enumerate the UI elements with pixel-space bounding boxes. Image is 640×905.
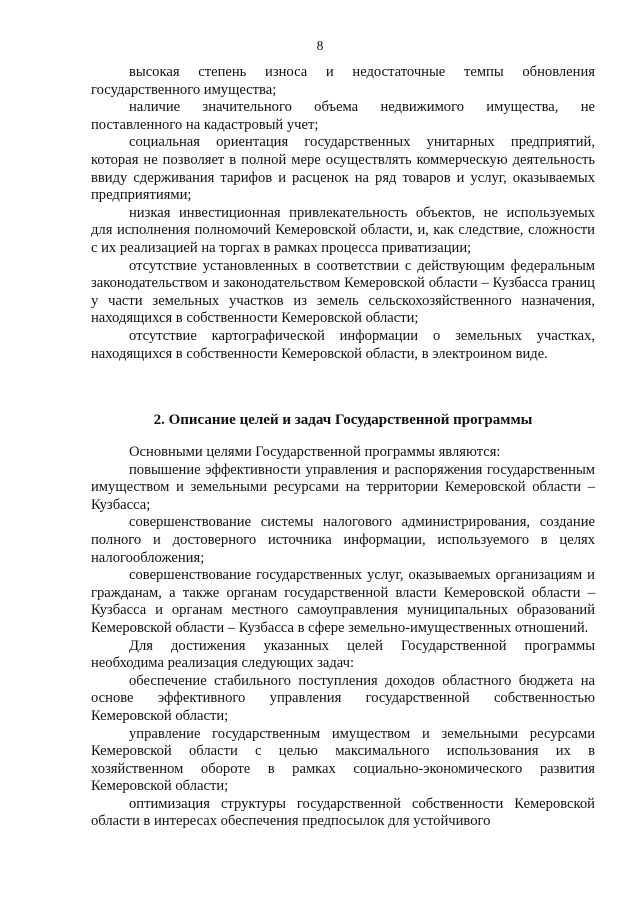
paragraph: управление государственным имуществом и земельными ресурсами Кемеровской области с целью максимального использования их в хозяйственном обороте в рамках социально-экономического развития Кемеровской области;	[91, 725, 595, 795]
page-number: 8	[316, 38, 324, 53]
paragraph: оптимизация структуры государственной собственности Кемеровской области в интересах обеспечения предпосылок для устойчивого	[91, 795, 595, 830]
paragraph: наличие значительного объема недвижимого имущества, не поставленного на кадастровый учет;	[91, 99, 595, 133]
paragraph: Основными целями Государственной программы являются:	[129, 444, 501, 460]
paragraph: социальная ориентация государственных унитарных предприятий, которая не позволяет в полной мере осуществлять коммерческую деятельность ввиду сдерживания тарифов и расценок на ряд товаров и услуг, оказываемых предприятиями;	[91, 134, 595, 204]
paragraph: совершенствование государственных услуг, оказываемых организациям и гражданам, а также органам государственной власти Кемеровской области – Кузбасса и органам местного самоуправления муниципальных образований Кемеровской области – Кузбасса в сфере земельно-имущественных отношений.	[91, 567, 595, 636]
paragraph: совершенствование системы налогового администрирования, создание полного и достоверного источника информации, используемого в целях налогообложения;	[91, 514, 595, 566]
paragraph: низкая инвестиционная привлекательность объектов, не используемых для исполнения полномочий Кемеровской области, и, как следствие, сложности с их реализацией на торгах в рамках процесса приватизации;	[91, 204, 595, 256]
paragraph: отсутствие установленных в соответствии с действующим федеральным законодательством и законодательством Кемеровской области – Кузбасса границ у части земельных участков из земель сельскохозяйственного назначения, находящихся в собственности Кемеровской области;	[91, 257, 595, 327]
paragraph: высокая степень износа и недостаточные темпы обновления государственного имущества;	[91, 64, 595, 98]
problems-list	[91, 64, 595, 363]
paragraph: отсутствие картографической информации о земельных участках, находящихся в собственности Кемеровской области, в электроином виде.	[91, 327, 595, 362]
paragraph: повышение эффективности управления и распоряжения государственным имуществом и земельными ресурсами на территории Кемеровской области – Кузбасса;	[91, 461, 595, 513]
section-body	[91, 444, 595, 831]
paragraph: Для достижения указанных целей Государственной программы необходима реализация следующих задач:	[91, 637, 595, 672]
paragraph: обеспечение стабильного поступления доходов областного бюджета на основе эффективного управления государственной собственностью Кемеровской области;	[91, 672, 595, 724]
section-heading: 2. Описание целей и задач Государственной программы	[153, 412, 533, 428]
